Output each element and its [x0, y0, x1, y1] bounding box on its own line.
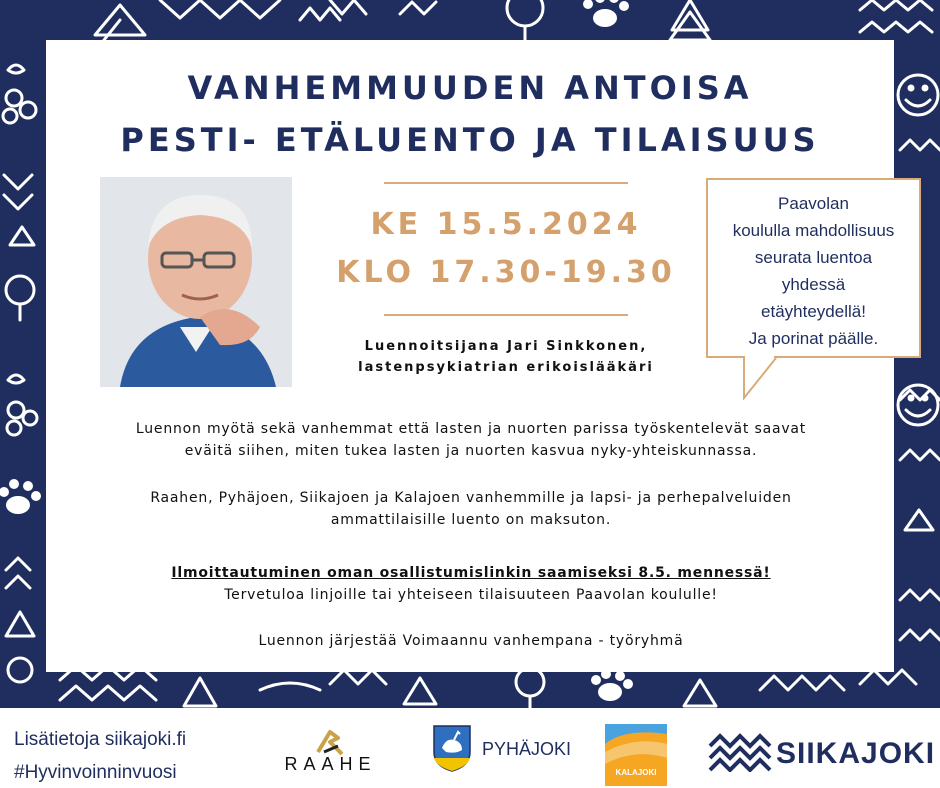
speech-bubble-text [708, 190, 919, 352]
page-title [46, 62, 894, 166]
speech-bubble-tail [742, 356, 782, 400]
bubble-line: koululla mahdollisuus [732, 221, 895, 240]
smiley-icon [898, 385, 938, 425]
lecturer-title: lastenpsykiatrian erikoislääkäri [358, 360, 654, 375]
event-date: KE 15.5.2024 [370, 207, 642, 242]
hashtag-text: #Hyvinvoinninvuosi [14, 762, 177, 783]
bubble-line: Paavolan [778, 194, 849, 213]
audience-paragraph [96, 487, 846, 531]
lecturer-photo [100, 177, 292, 387]
siikajoki-logo [708, 732, 938, 776]
pyhajoki-label: PYHÄJOKI [482, 739, 572, 759]
paw-icon [583, 0, 629, 27]
lecturer-name: Luennoitsijana Jari Sinkkonen, [364, 339, 648, 354]
raahe-logo [268, 728, 393, 778]
speech-bubble [706, 178, 921, 358]
smiley-icon [898, 75, 938, 115]
bubble-line: Ja porinat päälle. [748, 329, 879, 348]
pyhajoki-crest-icon [432, 724, 472, 772]
raahe-label: RAAHE [284, 754, 377, 774]
bubble-line: yhdessä [781, 275, 846, 294]
tree-icon [507, 0, 543, 40]
registration-link[interactable]: Ilmoittautuminen oman osallistumislinkin saamiseksi 8.5. mennessä! [171, 565, 771, 581]
paragraph-line: eväitä siihen, miten tukea lasten ja nuorten kasvua nyky-yhteiskunnassa. [184, 443, 758, 459]
paragraph-line: Luennon myötä sekä vanhemmat että lasten ja nuorten parissa työskentelevät saavat [135, 421, 807, 437]
bubble-line: etäyhteydellä! [761, 302, 866, 321]
bubble-line: seurata luentoa [754, 248, 873, 267]
paragraph-line: ammattilaisille luento on maksuton. [330, 512, 612, 528]
berries-icon [3, 65, 36, 123]
title-line-2: PESTI- ETÄLUENTO JA TILAISUUS [120, 121, 820, 159]
welcome-text: Tervetuloa linjoille tai yhteiseen tilaisuuteen Paavolan koululle! [224, 587, 718, 603]
tree-icon [95, 5, 145, 45]
pyhajoki-logo [432, 724, 572, 774]
title-line-1: VANHEMMUUDEN ANTOISA [187, 69, 753, 107]
more-info-link[interactable]: Lisätietoja siikajoki.fi [14, 729, 187, 750]
siikajoki-label: SIIKAJOKI [776, 737, 936, 770]
divider-bottom [384, 314, 628, 316]
intro-paragraph [96, 418, 846, 462]
event-time: KLO 17.30-19.30 [336, 255, 676, 290]
siikajoki-waves-icon [708, 732, 772, 772]
kalajoki-logo [605, 724, 667, 786]
paw-icon [0, 479, 41, 514]
kalajoki-label: KALAJOKI [615, 768, 657, 777]
organizer-text: Luennon järjestää Voimaannu vanhempana - työryhmä [258, 633, 684, 649]
paw-icon [591, 669, 633, 701]
berries-icon [7, 375, 37, 435]
paragraph-line: Raahen, Pyhäjoen, Siikajoen ja Kalajoen vanhemmille ja lapsi- ja perhepalveluiden [150, 490, 792, 506]
divider-top [384, 182, 628, 184]
lecturer-info [316, 336, 696, 378]
